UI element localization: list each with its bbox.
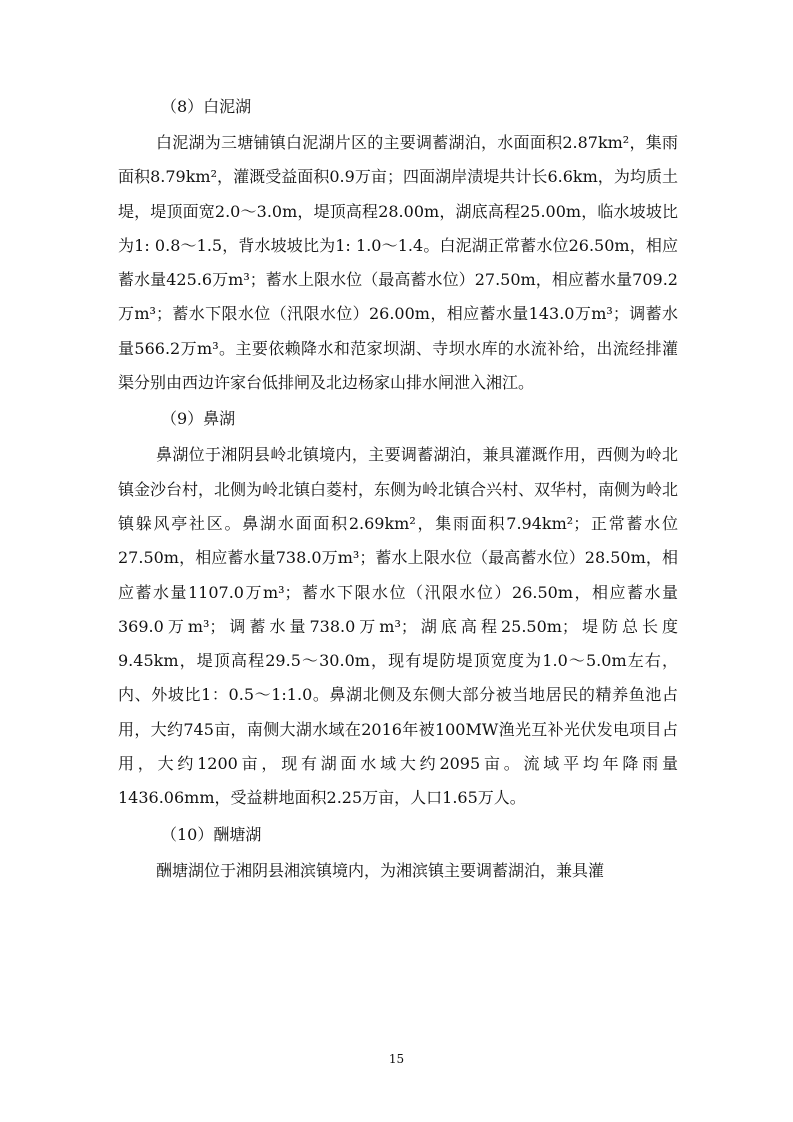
section-heading-9: （9）鼻湖 [161, 409, 236, 429]
section-paragraph-8: 白泥湖为三塘铺镇白泥湖片区的主要调蓄湖泊，水面面积2.87km²，集雨面积8.79km²，灌溉受益面积0.9万亩；四面湖岸渍堤共计长6.6km，为均质土堤，堤顶面宽2.0～3.0m，堤顶高程28.00m，湖底高程25.00m，临水坡坡比为1: 0.8～1.5，背水坡坡比为1: 1.0～1.4。白泥湖正常蓄水位26.50m，相应蓄水量425.6万m³；蓄水上限水位（最高蓄水位）27.50m，相应蓄水量709.2万m³；蓄水下限水位（汛限水位）26.00m，相应蓄水量143.0万m³；调蓄水量566.2万m³。主要依赖降水和范家坝湖、寺坝水库的水流补给，出流经排灌渠分别由西边许家台低排闸及北边杨家山排水闸泄入湘江。 [118, 133, 678, 393]
section-paragraph-9: 鼻湖位于湘阴县岭北镇境内，主要调蓄湖泊，兼具灌溉作用，西侧为岭北镇金沙台村，北侧为岭北镇白菱村，东侧为岭北镇合兴村、双华村，南侧为岭北镇躲风亭社区。鼻湖水面面积2.69km²，集雨面积7.94km²；正常蓄水位27.50m，相应蓄水量738.0万m³；蓄水上限水位（最高蓄水位）28.50m，相应蓄水量1107.0万m³；蓄水下限水位（汛限水位）26.50m，相应蓄水量369.0万m³；调蓄水量738.0万m³；湖底高程25.50m；堤防总长度9.45km，堤顶高程29.5～30.0m，现有堤防堤顶宽度为1.0～5.0m左右，内、外坡比1：0.5～1:1.0。鼻湖北侧及东侧大部分被当地居民的精养鱼池占用，大约745亩，南侧大湖水域在2016年被100MW渔光互补光伏发电项目占用，大约1200亩，现有湖面水域大约2095亩。流域平均年降雨量1436.06mm，受益耕地面积2.25万亩，人口1.65万人。 [118, 445, 679, 808]
body-text [118, 92, 678, 888]
section-paragraph-10: 酬塘湖位于湘阴县湘滨镇境内，为湘滨镇主要调蓄湖泊，兼具灌 [156, 860, 605, 880]
page-number: 15 [388, 1052, 405, 1066]
section-heading-10: （10）酬塘湖 [161, 824, 262, 844]
section-heading-8: （8）白泥湖 [161, 97, 252, 116]
